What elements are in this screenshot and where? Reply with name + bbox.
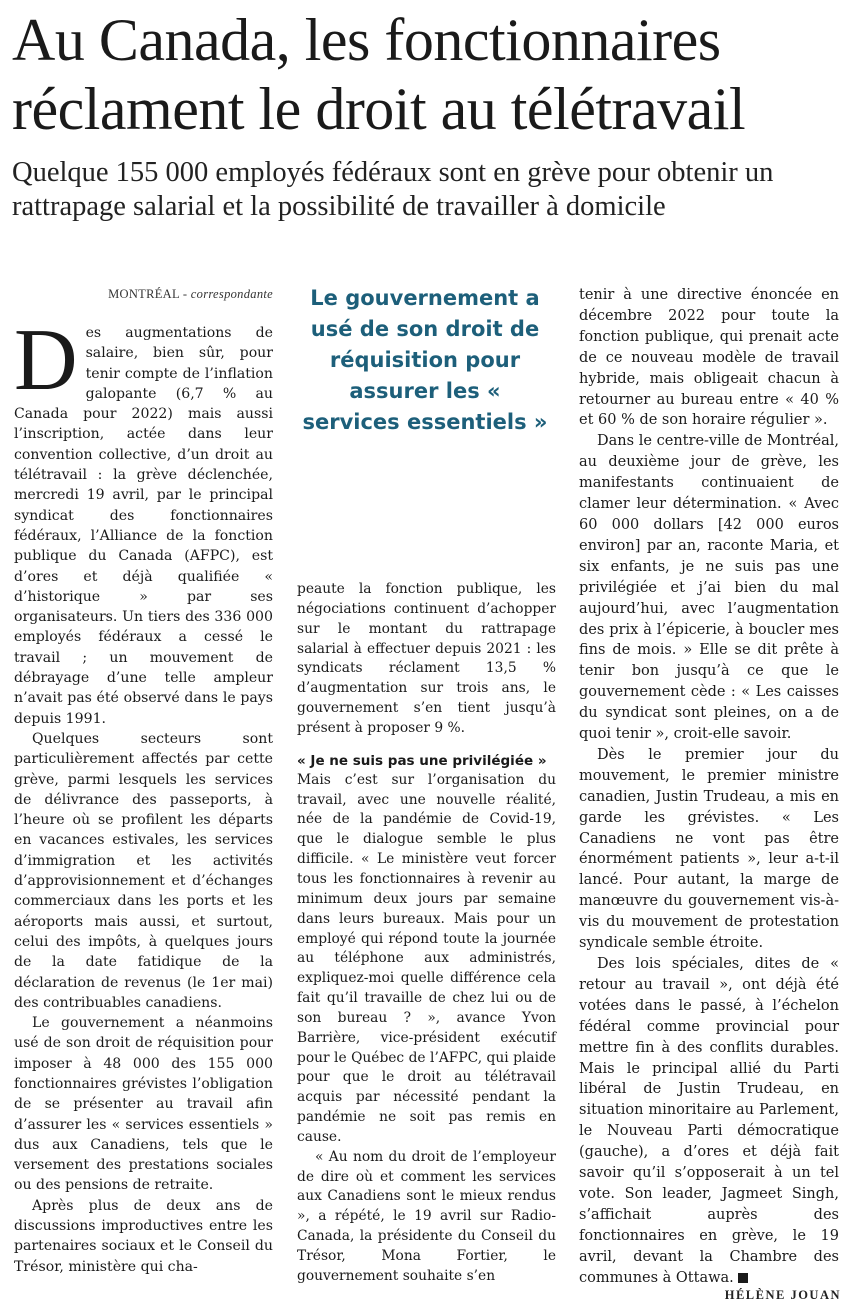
dateline-place: MONTRÉAL xyxy=(108,287,180,301)
pull-quote: Le gouvernement a usé de son droit de réquisition pour assurer les « services essentiels » xyxy=(302,286,548,434)
paragraph: Dans le centre-ville de Montréal, au deuxième jour de grève, les manifestants continuaient de clamer leur détermination. « Avec 60 000 dollars [42 000 euros environ] par an, raconte Maria, et six enfants, je ne suis pas une privilégiée et j’ai bien du mal aujourd’hui, avec l’augmentation des prix à l’épicerie, à boucler mes fins de mois. » Elle se dit prête à tenir bon jusqu’à ce que le gouvernement cède : « Les caisses du syndicat sont pleines, on a de quoi tenir », croit-elle savoir. xyxy=(579,433,839,743)
column-2 xyxy=(297,580,556,1287)
dateline xyxy=(14,285,273,303)
paragraph xyxy=(579,954,839,1289)
drop-cap: D xyxy=(14,312,78,409)
author-signature: HÉLÈNE JOUAN xyxy=(724,1288,841,1302)
paragraph: Quelques secteurs sont particulièrement affectés par cette grève, parmi lesquels les services de délivrance des passeports, à l’heure où se profilent les départs en vacances estivales, les services d’immigration et les activités d’approvisionnement et d’échanges commerciaux dans les ports et les aéroports mais aussi, et surtout, celui des impôts, à quelques jours de la date fatidique de la déclaration de revenus (le 1er mai) des contribuables canadiens. xyxy=(14,730,273,1011)
paragraph: Dès le premier jour du mouvement, le premier ministre canadien, Justin Trudeau, a mis en garde les grévistes. « Les Canadiens ne vont pas être énormément patients », leur a-t-il lancé. Pour autant, la marge de manœuvre du gouvernement vis-à-vis du mouvement de protestation syndicale semble étroite. xyxy=(579,746,839,952)
article-headline: Au Canada, les fonctionnaires réclament le droit au télétravail xyxy=(12,7,746,142)
paragraph xyxy=(14,312,273,729)
paragraph: peaute la fonction publique, les négociations continuent d’achopper sur le montant du rattrapage salarial à effectuer depuis 2021 : les syndicats réclament 13,5 % d’augmentation sur trois ans, le gouvernement s’en tient jusqu’à présent à proposer 9 %. xyxy=(297,581,556,736)
paragraph: « Au nom du droit de l’employeur de dire où et comment les services aux Canadiens sont le mieux rendus », a répété, le 19 avril sur Radio-Canada, la présidente du Conseil du Trésor, Mona Fortier, le gouvernement souhaite s’en xyxy=(297,1148,556,1284)
dateline-role: correspondante xyxy=(190,287,273,301)
paragraph-text: Des lois spéciales, dites de « retour au travail », ont déjà été votées dans le passé, à l’échelon fédéral comme provincial pour mettre fin à des conflits durables. Mais le principal allié du Parti libéral de Justin Trudeau, en situation minoritaire au Parlement, le Nouveau Parti démocratique (gauche), a d’ores et déjà fait savoir qu’il s’opposerait à un tel vote. Son leader, Jagmeet Singh, s’affichait auprès des fonctionnaires en grève, le 19 avril, devant la Chambre des communes à Ottawa. xyxy=(579,956,839,1286)
paragraph-text: es augmentations de salaire, bien sûr, pour tenir compte de l’inflation galopante (6,7 % au Canada pour 2022) mais aussi l’inscription, actée dans leur convention collective, d’un droit au télétravail : la grève déclenchée, mercredi 19 avril, par le principal syndicat des fonctionnaires fédéraux, l’Alliance de la fonction publique du Canada (AFPC), est d’ores et déjà qualifiée « d’historique » par ses organisateurs. Un tiers des 336 000 employés fédéraux a cessé le travail ; un mouvement de débrayage d’une telle ampleur n’avait pas été observé dans le pays depuis 1991. xyxy=(14,325,273,727)
end-of-article-icon xyxy=(738,1273,748,1283)
article-subheadline: Quelque 155 000 employés fédéraux sont en grève pour obtenir un rattrapage salarial et la possibilité de travailler à domicile xyxy=(12,157,774,222)
paragraph: Mais c’est sur l’organisation du travail, avec une nouvelle réalité, née de la pandémie de Covid-19, que le dialogue semble le plus difficile. « Le ministère veut forcer tous les fonctionnaires à revenir au minimum deux jours par semaine dans leurs bureaux. Mais pour un employé qui répond toute la journée au téléphone aux administrés, expliquez-moi quelle différence cela fait qu’il travaille de chez lui ou de son bureau ? », avance Yvon Barrière, vice-président exécutif pour le Québec de l’AFPC, qui plaide pour que le droit au télétravail acquis par nécessité pendant la pandémie ne soit pas remis en cause. xyxy=(297,771,556,1145)
paragraph: Après plus de deux ans de discussions improductives entre les partenaires sociaux et le Conseil du Trésor, ministère qui cha- xyxy=(14,1197,273,1275)
column-3 xyxy=(579,285,839,1289)
paragraph: Le gouvernement a néanmoins usé de son droit de réquisition pour imposer à 48 000 des 155 000 fonctionnaires grévistes l’obligation de se présenter au travail afin d’assurer les « services essentiels » dus aux Canadiens, tels que le versement des prestations sociales ou des pensions de retraite. xyxy=(14,1015,273,1194)
dateline-separator: - xyxy=(179,287,191,301)
section-subtitle: « Je ne suis pas une privilégiée » xyxy=(297,752,547,769)
paragraph: tenir à une directive énoncée en décembre 2022 pour toute la fonction publique, qui prenait acte de ce nouveau modèle de travail hybride, mais obligeait chacun à retourner au bureau entre « 40 % et 60 % de son horaire régulier ». xyxy=(579,287,839,429)
column-1 xyxy=(14,285,273,1277)
